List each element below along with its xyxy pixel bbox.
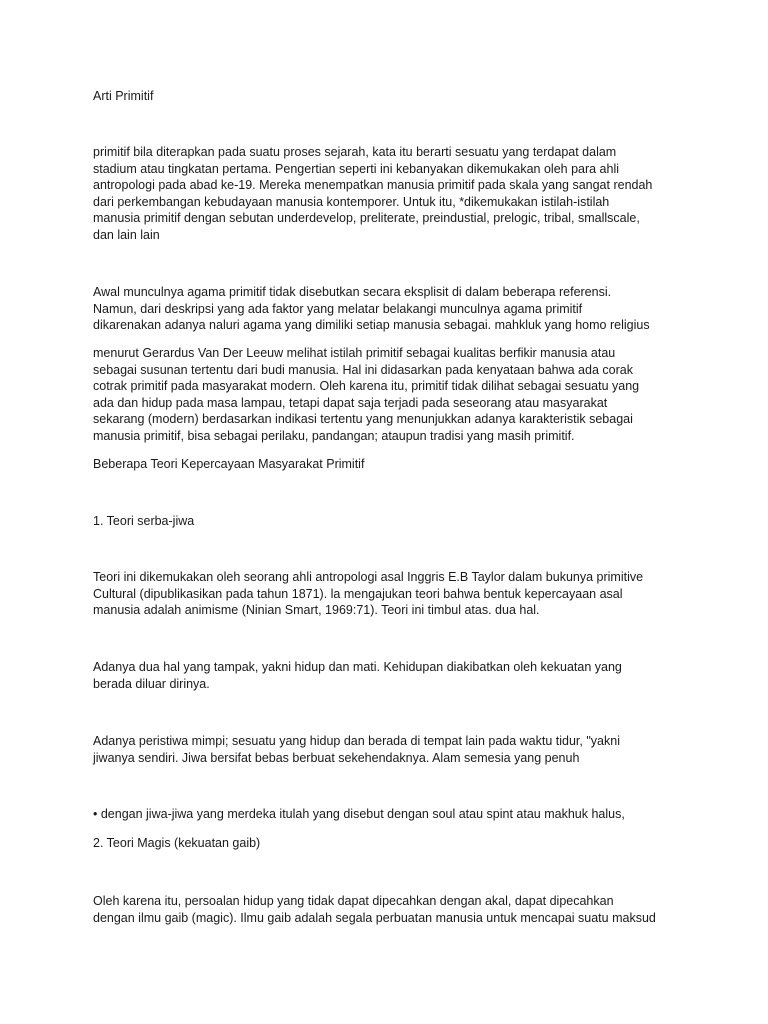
title-text: Arti Primitif — [93, 89, 154, 103]
text-line: berada diluar dirinya. — [93, 676, 210, 691]
text-line: antropologi pada abad ke-19. Mereka menempatkan manusia primitif pada skala yang sangat rendah — [93, 178, 653, 192]
bullet-text: • dengan jiwa-jiwa yang merdeka itulah yang disebut dengan soul atau spint atau makhuk halus, — [93, 807, 625, 821]
paragraph-7 — [93, 893, 683, 926]
paragraph-2 — [93, 284, 683, 334]
text-line: cotrak primitif pada masyarakat modern. Oleh karena itu, primitif tidak dilihat sebagai sesuatu yang — [93, 379, 640, 393]
text-line: Adanya peristiwa mimpi; sesuatu yang hidup dan berada di tempat lain pada waktu tidur, "yakni — [93, 734, 620, 748]
heading-text: Beberapa Teori Kepercayaan Masyarakat Primitif — [93, 457, 365, 471]
text-line: dan lain lain — [93, 227, 160, 242]
paragraph-5 — [93, 659, 683, 692]
heading-text: 1. Teori serba-jiwa — [93, 514, 195, 528]
text-line: Namun, dari deskripsi yang ada faktor yang melatar belakangi munculnya agama primitif — [93, 301, 583, 316]
text-line: manusia primitif, bisa sebagai perilaku, pandangan; ataupun tradisi yang masih primitif. — [93, 428, 575, 443]
text-line: dengan ilmu gaib (magic). Ilmu gaib adalah segala perbuatan manusia untuk mencapai suatu maksud — [93, 910, 656, 925]
paragraph-6 — [93, 733, 683, 766]
text-line: manusia adalah animisme (Ninian Smart, 1969:71). Teori ini timbul atas. dua hal. — [93, 603, 540, 617]
theory-2-heading — [93, 835, 683, 852]
text-line: Oleh karena itu, persoalan hidup yang tidak dapat dipecahkan dengan akal, dapat dipecahkan — [93, 894, 614, 908]
text-line: dari perkembangan kebudayaan manusia kontemporer. Untuk itu, *dikemukakan istilah-istilah — [93, 194, 610, 209]
text-line: Adanya dua hal yang tampak, yakni hidup dan mati. Kehidupan diakibatkan oleh kekuatan yang — [93, 660, 622, 674]
bullet-item — [93, 806, 683, 823]
text-line: Cultural (dipublikasikan pada tahun 1871). la mengajukan teori bahwa bentuk kepercayaan asal — [93, 586, 623, 601]
text-line: dikarenakan adanya naluri agama yang dimiliki setiap manusia sebagai. mahkluk yang homo religius — [93, 318, 650, 332]
text-line: jiwanya sendiri. Jiwa bersifat bebas berbuat sekehendaknya. Alam semesia yang penuh — [93, 750, 580, 765]
text-line: sebagai susunan tertentu dari budi manusia. Hal ini didasarkan pada kenyataan bahwa ada corak — [93, 362, 633, 377]
heading-text: 2. Teori Magis (kekuatan gaib) — [93, 836, 261, 850]
text-line: manusia primitif dengan sebutan underdevelop, preliterate, preindustial, prelogic, tribal, smallscale, — [93, 211, 640, 225]
text-line: stadium atau tingkatan pertama. Pengertian seperti ini kebanyakan dikemukakan oleh para ahli — [93, 161, 620, 176]
text-line: primitif bila diterapkan pada suatu proses sejarah, kata itu berarti sesuatu yang terdapat dalam — [93, 145, 617, 159]
paragraph-3 — [93, 345, 683, 444]
text-line: Teori ini dikemukakan oleh seorang ahli antropologi asal Inggris E.B Taylor dalam bukunya primitive — [93, 570, 644, 584]
text-line: sekarang (modern) berdasarkan indikasi tertentu yang menunjukkan adanya karakteristik sebagai — [93, 412, 633, 426]
document-title — [93, 88, 683, 105]
text-line: ada dan hidup pada masa lampau, tetapi dapat saja terjadi pada seseorang atau masyarakat — [93, 395, 608, 410]
paragraph-4 — [93, 569, 683, 619]
section-heading — [93, 456, 683, 473]
text-line: Awal munculnya agama primitif tidak disebutkan secara eksplisit di dalam beberapa referensi. — [93, 285, 612, 299]
paragraph-1 — [93, 144, 683, 243]
theory-1-heading — [93, 513, 683, 530]
text-line: menurut Gerardus Van Der Leeuw melihat istilah primitif sebagai kualitas berfikir manusia atau — [93, 346, 616, 360]
